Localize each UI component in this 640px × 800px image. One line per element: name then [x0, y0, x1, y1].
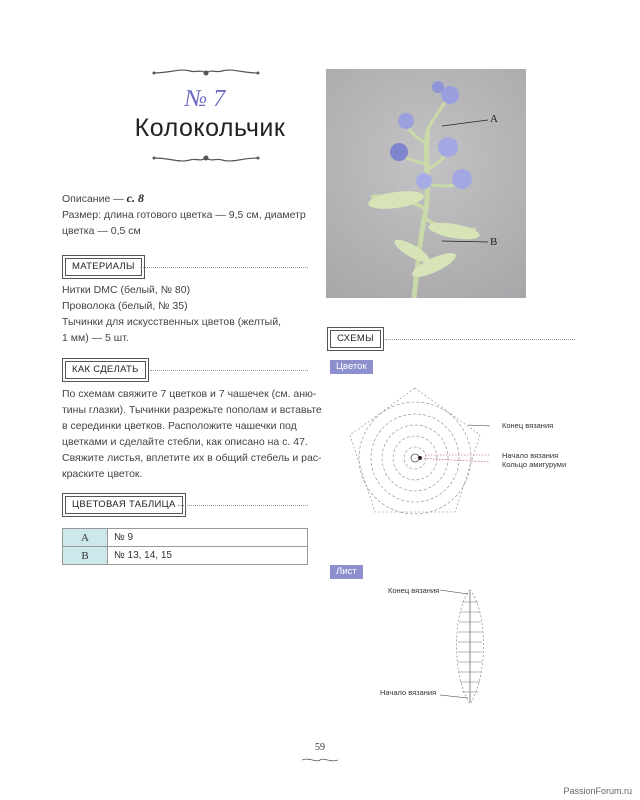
howto-heading: КАК СДЕЛАТЬ [65, 361, 146, 379]
howto-line: цветками и сделайте стебли, как описано на с. 47. [62, 436, 308, 448]
color-key: A [63, 529, 108, 547]
flower-start-label: Начало вязания [502, 451, 559, 460]
description-diameter: цветка — 0,5 см [62, 225, 141, 237]
page-number: 59 [315, 742, 325, 753]
flower-end-label: Конец вязания [502, 421, 554, 430]
photo-callout-b: B [490, 236, 498, 248]
schemes-divider [385, 339, 575, 340]
howto-line: тины глазки). Тычинки разрежьте пополам и вставьте [62, 404, 322, 416]
watermark: PassionForum.ru [563, 786, 632, 796]
material-item: Проволока (белый, № 35) [62, 300, 188, 312]
page-title: Колокольчик [134, 114, 286, 142]
color-key: B [63, 547, 108, 565]
table-row [63, 547, 308, 565]
material-item: Нитки DMC (белый, № 80) [62, 284, 191, 296]
schemes-heading: СХЕМЫ [330, 330, 381, 348]
howto-text [62, 386, 322, 482]
material-item: Тычинки для искусственных цветов (желтый, [62, 316, 282, 328]
materials-heading: МАТЕРИАЛЫ [65, 258, 142, 276]
description-size: Размер: длина готового цветка — 9,5 см, диаметр [62, 209, 306, 221]
howto-line: По схемам свяжите 7 цветков и 7 чашечек (см. аню- [62, 388, 317, 400]
howto-line: в серединки цветков. Расположите чашечки под [62, 420, 297, 432]
leaf-start-label: Начало вязания [380, 688, 437, 697]
leaf-scheme-label: Лист [330, 565, 363, 579]
flower-ring-label: Кольцо амигуруми [502, 460, 567, 469]
top-ornament-icon [150, 66, 262, 80]
howto-divider [150, 370, 308, 371]
photo-callout-lines [440, 110, 492, 250]
description-label: Описание — [62, 193, 127, 205]
description [62, 190, 322, 239]
howto-line: Свяжите листья, вплетите их в общий стебель и рас- [62, 452, 322, 464]
flower-scheme-label: Цветок [330, 360, 373, 374]
leaf-diagram [440, 582, 500, 712]
material-item: 1 мм) — 5 шт. [62, 332, 129, 344]
materials-list [62, 282, 322, 346]
pattern-number: № 7 [184, 86, 226, 112]
leaf-end-label: Конец вязания [388, 586, 440, 595]
color-table-divider [178, 505, 308, 506]
color-table [62, 528, 308, 565]
color-value: № 13, 14, 15 [108, 547, 308, 565]
page-ornament-icon [300, 756, 340, 764]
bellflower-photo [326, 69, 526, 298]
flower-diagram [340, 380, 490, 530]
bottom-ornament-icon [150, 151, 262, 165]
table-row [63, 529, 308, 547]
howto-line: краските цветок. [62, 468, 143, 480]
description-page-ref: с. 8 [126, 191, 144, 205]
bellflower-illustration [326, 69, 526, 298]
materials-divider [140, 267, 308, 268]
photo-callout-a: A [490, 113, 498, 125]
color-table-heading: ЦВЕТОВАЯ ТАБЛИЦА [65, 496, 183, 514]
color-value: № 9 [108, 529, 308, 547]
